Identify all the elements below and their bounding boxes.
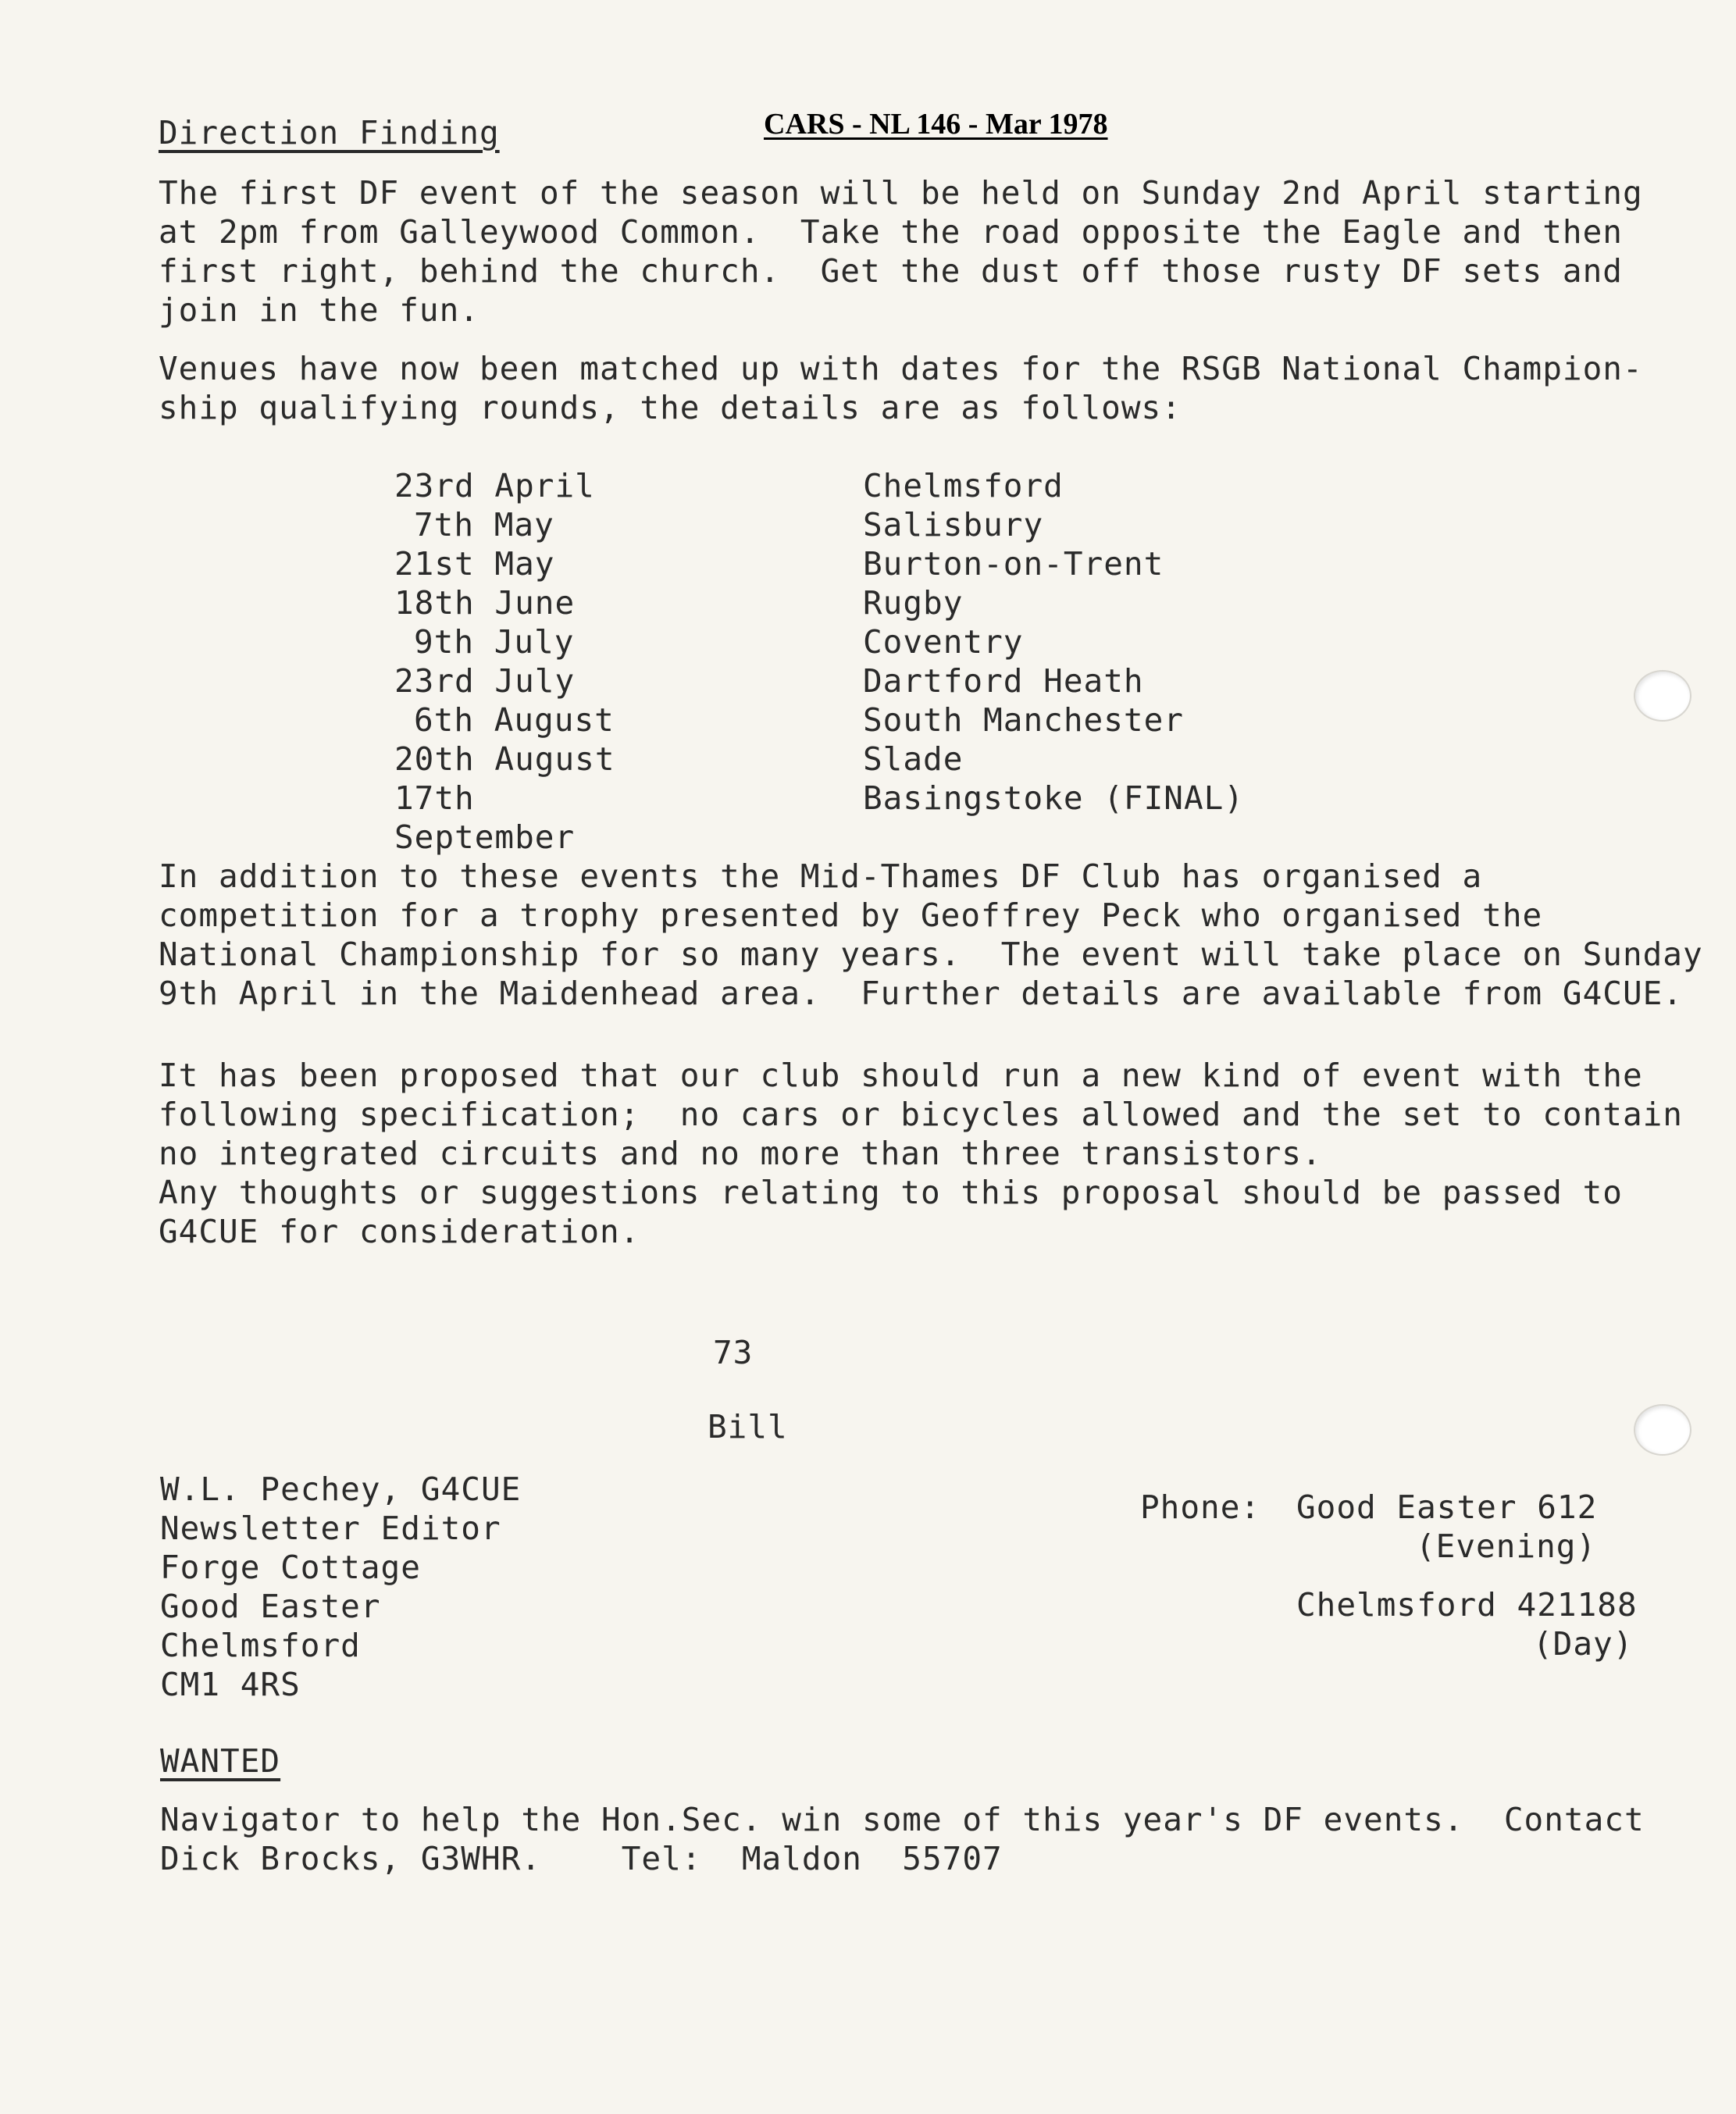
- schedule-venue: Rugby: [863, 584, 964, 622]
- address-line: Newsletter Editor: [160, 1510, 501, 1547]
- schedule-venue: South Manchester: [863, 701, 1184, 739]
- schedule-date: 20th August: [394, 740, 615, 778]
- address-line: Chelmsford: [160, 1627, 361, 1664]
- proposal-line: Any thoughts or suggestions relating to this proposal should be passed to: [159, 1174, 1623, 1211]
- schedule-row: [0, 466, 1736, 505]
- wanted-line: Navigator to help the Hon.Sec. win some of this year's DF events. Contact: [160, 1801, 1645, 1838]
- schedule-venue: Chelmsford: [863, 467, 1064, 504]
- schedule-date: 9th July: [414, 623, 575, 661]
- wanted-title: WANTED: [160, 1742, 281, 1780]
- punch-hole: [1634, 670, 1691, 722]
- schedule-venue: Slade: [863, 740, 964, 778]
- schedule-date: 17th September: [394, 779, 576, 856]
- schedule-venue: Coventry: [863, 623, 1024, 661]
- mid-thames-line: 9th April in the Maidenhead area. Further details are available from G4CUE.: [159, 975, 1683, 1012]
- schedule-date: 18th June: [394, 584, 576, 622]
- schedule-venue: Burton-on-Trent: [863, 545, 1164, 583]
- venues-intro-line: ship qualifying rounds, the details are as follows:: [159, 389, 1182, 426]
- newsletter-reference: CARS - NL 146 - Mar 1978: [764, 108, 1108, 141]
- phone-day-number: Chelmsford 421188: [1296, 1586, 1638, 1624]
- schedule-date: 7th May: [414, 506, 554, 544]
- schedule-row: [0, 740, 1736, 779]
- section-title: Direction Finding: [159, 114, 500, 152]
- schedule-venue: Dartford Heath: [863, 662, 1144, 700]
- schedule-venue: Salisbury: [863, 506, 1044, 544]
- schedule-date: 6th August: [414, 701, 615, 739]
- schedule-row: [0, 779, 1736, 856]
- phone-label: Phone:: [1140, 1488, 1261, 1526]
- df-intro-line: The first DF event of the season will be held on Sunday 2nd April starting: [159, 174, 1643, 212]
- mid-thames-line: competition for a trophy presented by Geoffrey Peck who organised the: [159, 897, 1543, 934]
- df-intro-line: first right, behind the church. Get the dust off those rusty DF sets and: [159, 252, 1623, 290]
- phone-evening-note: (Evening): [1416, 1528, 1597, 1565]
- address-line: W.L. Pechey, G4CUE: [160, 1471, 522, 1508]
- schedule-row: [0, 505, 1736, 544]
- schedule-date: 23rd April: [394, 467, 595, 504]
- schedule-row: [0, 583, 1736, 622]
- schedule-date: 23rd July: [394, 662, 576, 700]
- phone-evening-number: Good Easter 612: [1296, 1488, 1598, 1526]
- proposal-line: G4CUE for consideration.: [159, 1213, 640, 1250]
- schedule-row: [0, 622, 1736, 661]
- mid-thames-line: In addition to these events the Mid-Thames DF Club has organised a: [159, 857, 1483, 895]
- signature-name: Bill: [708, 1408, 788, 1446]
- proposal-line: It has been proposed that our club should run a new kind of event with the: [159, 1057, 1643, 1094]
- wanted-line: Dick Brocks, G3WHR. Tel: Maldon 55707: [160, 1840, 1003, 1877]
- phone-day-note: (Day): [1533, 1625, 1634, 1663]
- proposal-line: following specification; no cars or bicycles allowed and the set to contain: [159, 1096, 1683, 1133]
- mid-thames-line: National Championship for so many years. The event will take place on Sunday: [159, 936, 1703, 973]
- schedule-date: 21st May: [394, 545, 555, 583]
- df-intro-line: at 2pm from Galleywood Common. Take the road opposite the Eagle and then: [159, 213, 1623, 251]
- venues-intro-line: Venues have now been matched up with dates for the RSGB National Champion-: [159, 350, 1643, 387]
- regards: 73: [713, 1334, 754, 1371]
- schedule-venue: Basingstoke (FINAL): [863, 779, 1244, 817]
- proposal-line: no integrated circuits and no more than three transistors.: [159, 1135, 1322, 1172]
- address-line: CM1 4RS: [160, 1666, 301, 1703]
- df-intro-line: join in the fun.: [159, 291, 479, 329]
- address-line: Good Easter: [160, 1588, 381, 1625]
- schedule-row: [0, 661, 1736, 701]
- schedule-row: [0, 701, 1736, 740]
- schedule-row: [0, 544, 1736, 583]
- punch-hole: [1634, 1404, 1691, 1456]
- address-line: Forge Cottage: [160, 1549, 421, 1586]
